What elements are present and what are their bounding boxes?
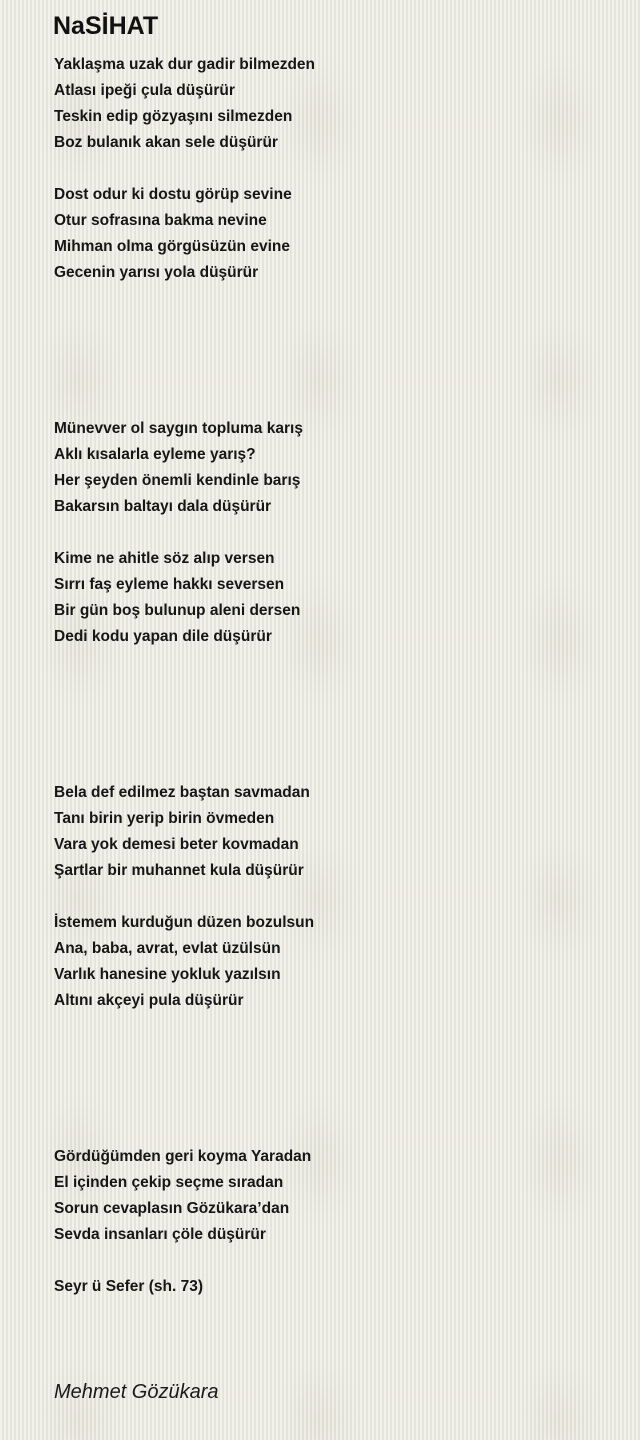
stanza (54, 910, 614, 1014)
poem-line: Otur sofrasına bakma nevine (54, 212, 267, 229)
poem-line: Mihman olma görgüsüzün evine (54, 238, 290, 255)
poem-line: Bir gün boş bulunup aleni dersen (54, 602, 301, 619)
poem-line: Tanı birin yerip birin övmeden (54, 810, 275, 827)
poem-line: Kime ne ahitle söz alıp versen (54, 550, 275, 567)
poem-line: Vara yok demesi beter kovmadan (54, 836, 299, 853)
stanza (54, 182, 614, 286)
poem-line: Her şeyden önemli kendinle barış (54, 472, 301, 489)
poem-line: Altını akçeyi pula düşürür (54, 992, 244, 1009)
stanza (54, 546, 614, 650)
poem-line: Bela def edilmez baştan savmadan (54, 784, 310, 801)
poem-line: Gecenin yarısı yola düşürür (54, 264, 259, 281)
stanza (54, 416, 614, 520)
poem-line: Dedi kodu yapan dile düşürür (54, 628, 272, 645)
poem-line: Sorun cevaplasın Gözükara’dan (54, 1200, 290, 1217)
poem-line: Boz bulanık akan sele düşürür (54, 134, 278, 151)
poem-line: El içinden çekip seçme sıradan (54, 1174, 284, 1191)
author-name: Mehmet Gözükara (54, 1381, 219, 1403)
poem-line: İstemem kurduğun düzen bozulsun (54, 914, 315, 931)
poem-line: Ana, baba, avrat, evlat üzülsün (54, 940, 281, 957)
poem-line: Varlık hanesine yokluk yazılsın (54, 966, 281, 983)
poem-line: Atlası ipeği çula düşürür (54, 82, 235, 99)
poem-title: NaSİHAT (53, 12, 159, 40)
poem-line: Teskin edip gözyaşını silmezden (54, 108, 293, 125)
poem-line: Bakarsın baltayı dala düşürür (54, 498, 272, 515)
poem-line: Şartlar bir muhannet kula düşürür (54, 862, 304, 879)
poem-line: Yaklaşma uzak dur gadir bilmezden (54, 56, 316, 73)
poem-line: Münevver ol saygın topluma karış (54, 420, 303, 437)
poem-body (54, 52, 614, 1300)
stanza (54, 780, 614, 884)
poem-line: Sırrı faş eyleme hakkı seversen (54, 576, 285, 593)
stanza (54, 52, 614, 156)
poem-line: Gördüğümden geri koyma Yaradan (54, 1148, 312, 1165)
stanza (54, 1144, 614, 1248)
poem-source: Seyr ü Sefer (sh. 73) (54, 1278, 204, 1295)
poem-line: Aklı kısalarla eyleme yarış? (54, 446, 256, 463)
poem-line: Dost odur ki dostu görüp sevine (54, 186, 292, 203)
poem-line: Sevda insanları çöle düşürür (54, 1226, 266, 1243)
